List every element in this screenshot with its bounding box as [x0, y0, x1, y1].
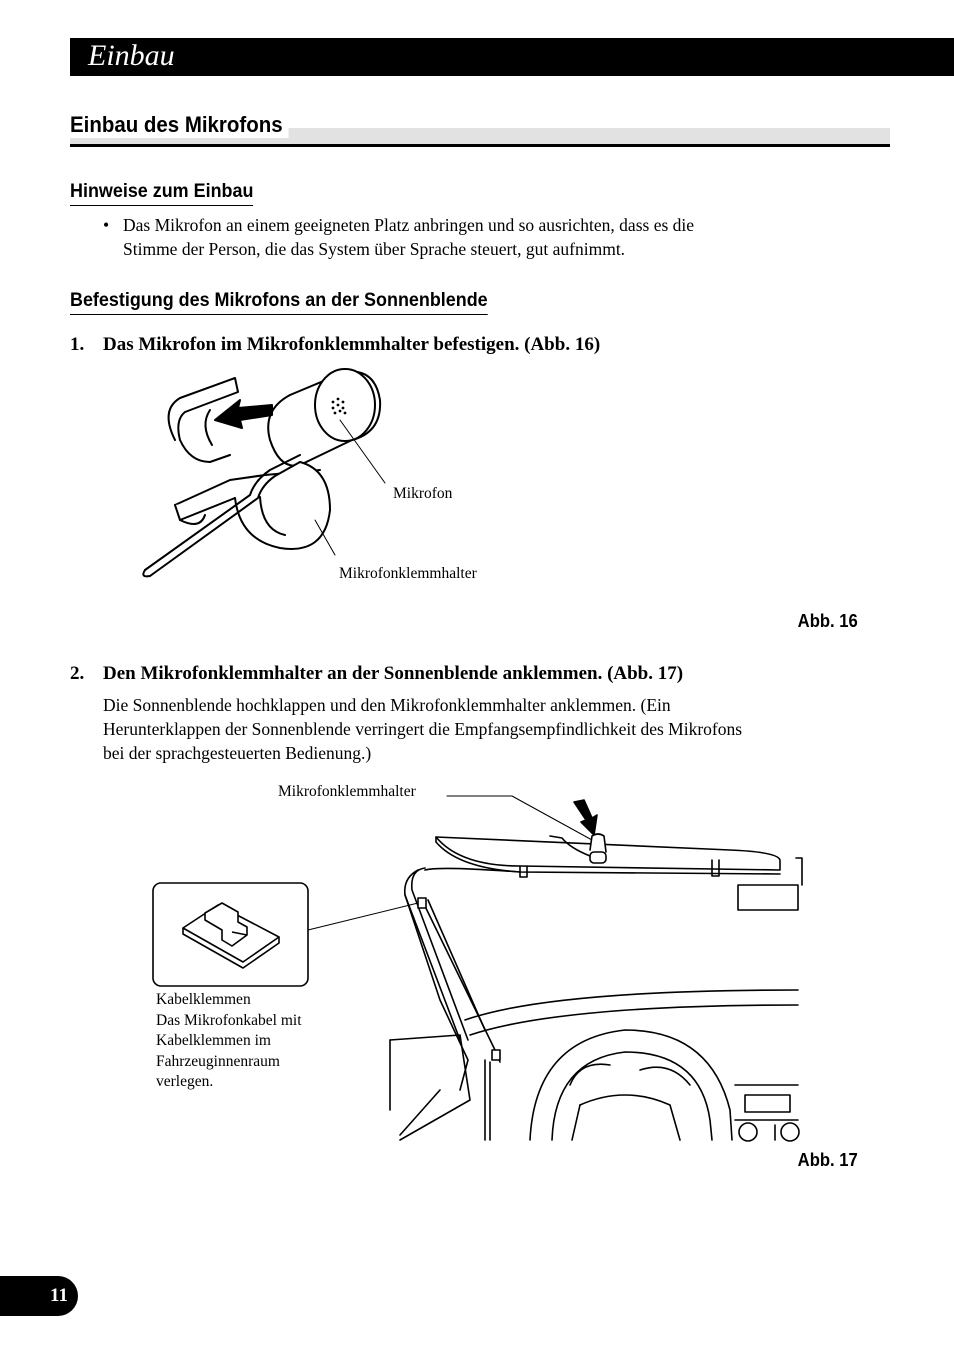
bullet-line: Das Mikrofon an einem geeigneten Platz anbringen und so ausrichten, dass es die [123, 215, 695, 235]
chapter-header-bar [70, 38, 954, 76]
caption-line: Fahrzeuginnenraum [156, 1052, 280, 1070]
description-line: Die Sonnenblende hochklappen und den Mikrofonklemmhalter anklemmen. (Ein [103, 695, 671, 715]
step-1 [70, 334, 600, 356]
step-number: 2. [70, 663, 85, 684]
page-number: 11 [0, 1276, 78, 1316]
bullet-marker: • [103, 215, 110, 235]
label-mikrofonklemmhalter-16: Mikrofonklemmhalter [339, 565, 477, 582]
step-number: 1. [70, 334, 85, 355]
step-2 [70, 663, 683, 685]
caption-line: Kabelklemmen [156, 991, 251, 1008]
subheading-befestigung: Befestigung des Mikrofons an der Sonnenblende [70, 289, 488, 315]
subheading-hinweise: Hinweise zum Einbau [70, 180, 253, 206]
label-mikrofon: Mikrofon [393, 485, 453, 502]
figure-17-caption: Abb. 17 [797, 1149, 858, 1170]
section-heading-rule [70, 144, 890, 147]
caption-line: Kabelklemmen im [156, 1032, 271, 1049]
label-kabelklemmen [156, 990, 302, 1093]
section-title: Einbau des Mikrofons [70, 112, 288, 138]
caption-line: verlegen. [156, 1073, 214, 1090]
bullet-line: Stimme der Person, die das System über Sprache steuert, gut aufnimmt. [123, 239, 626, 259]
chapter-title: Einbau [88, 39, 175, 72]
figure-16-caption: Abb. 16 [797, 610, 858, 631]
description-line: Herunterklappen der Sonnenblende verringert die Empfangsempfindlichkeit des Mikrofons [103, 719, 743, 739]
bullet-text [123, 213, 694, 261]
label-mikrofonklemmhalter-17: Mikrofonklemmhalter [278, 783, 416, 800]
step-text: Das Mikrofon im Mikrofonklemmhalter befestigen. (Abb. 16) [103, 334, 601, 355]
step-text: Den Mikrofonklemmhalter an der Sonnenblende anklemmen. (Abb. 17) [103, 663, 684, 684]
description-line: bei der sprachgesteuerten Bedienung.) [103, 743, 372, 763]
caption-line: Das Mikrofonkabel mit [156, 1011, 302, 1029]
step-2-description [103, 693, 742, 765]
section-heading [70, 110, 890, 146]
